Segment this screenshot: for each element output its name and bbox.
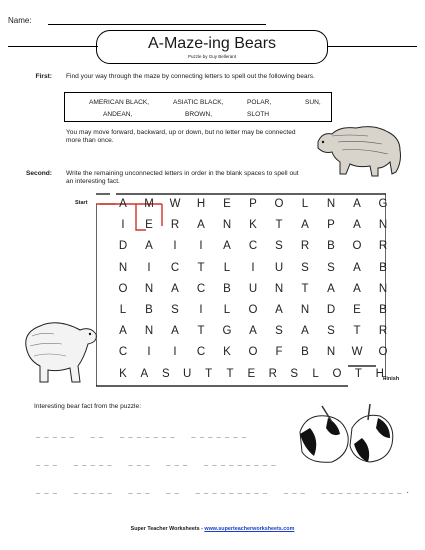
panda-illustration (292, 398, 398, 470)
fact-label: Interesting bear fact from the puzzle: (34, 403, 142, 410)
maze-letter: M (144, 198, 154, 210)
maze-letter: S (327, 325, 335, 338)
maze-letter: I (173, 346, 177, 359)
fact-blank-line-2[interactable]: _ _ _ _ _ _ _ _ _ _ _ _ _ _ _ _ _ _ _ _ _ _ _ (36, 460, 276, 468)
fact-blank-line-3[interactable]: _ _ _ _ _ _ _ _ _ _ _ _ _ _ _ _ _ _ _ _ _ _ _ _ _ _ _ _ _ _ _ _ _ _ _ . (36, 488, 410, 496)
title-rule-left (8, 46, 98, 47)
maze-letter: K (249, 219, 257, 232)
maze-letter: C (196, 346, 206, 359)
maze-letter: S (301, 261, 309, 274)
footer-prefix: Super Teacher Worksheets - (130, 526, 205, 532)
word-item: ASIATIC BLACK, (173, 99, 224, 106)
maze-letter: R (378, 240, 388, 253)
word-item: SUN, (305, 99, 321, 106)
maze-letter: P (327, 219, 335, 232)
maze-letter: N (144, 282, 154, 295)
fact-blank-line-1[interactable]: _ _ _ _ _ _ _ _ _ _ _ _ _ _ _ _ _ _ _ _ _ (36, 432, 247, 440)
maze-letter: C (196, 282, 206, 295)
maze-letter: D (118, 240, 128, 253)
maze-letter: I (147, 346, 151, 359)
maze-letter: A (223, 240, 231, 253)
maze-letter: A (301, 219, 309, 232)
maze-letter: H (375, 367, 384, 380)
maze-letter: R (378, 325, 388, 338)
maze-letter: N (378, 219, 388, 232)
maze-letter: S (275, 325, 283, 338)
maze-letter: I (121, 219, 125, 232)
maze-letter: O (248, 346, 258, 359)
name-label: Name: (8, 16, 32, 25)
first-label: First: (35, 73, 52, 80)
maze-letter: I (199, 240, 203, 253)
maze-letter: S (327, 261, 335, 274)
maze-letter: A (119, 198, 127, 210)
maze-letter: N (274, 282, 284, 295)
maze-letter: A (301, 325, 309, 338)
brown-bear-illustration (308, 118, 408, 180)
maze-letter: D (326, 304, 336, 316)
maze-rule-note: You may move forward, backward, up or down, but no letter may be connected more than once. (66, 129, 296, 145)
maze-letter: A (353, 261, 361, 274)
maze-letter: S (171, 304, 179, 316)
start-label: Start (75, 200, 88, 206)
maze-letter: A (145, 240, 153, 253)
maze-letter: A (119, 325, 127, 338)
maze-letter: O (332, 367, 342, 380)
word-item: ANDEAN, (103, 111, 133, 118)
maze-letter: L (301, 198, 309, 210)
maze-letter: B (327, 240, 335, 253)
footer (0, 526, 425, 532)
finish-label: Finish (383, 376, 400, 382)
maze-letter: W (351, 346, 363, 359)
maze-letter: T (354, 367, 362, 380)
maze-letter: S (161, 367, 170, 380)
maze-letter: A (353, 282, 361, 295)
maze-letter: A (171, 325, 179, 338)
maze-letter: K (223, 346, 231, 359)
maze-letter: O (352, 240, 362, 253)
footer-link[interactable]: www.superteacherworksheets.com (204, 526, 295, 532)
word-item: AMERICAN BLACK, (89, 99, 150, 106)
bear-word-list (64, 92, 332, 122)
maze-letter: S (290, 367, 299, 380)
maze-letter: W (169, 198, 181, 210)
maze-letter: A (171, 282, 179, 295)
maze-letter: B (379, 261, 387, 274)
maze-letter: N (326, 198, 336, 210)
maze-letter: K (119, 367, 127, 380)
maze-letter: L (223, 304, 231, 316)
maze-letter: E (247, 367, 256, 380)
maze-letter: U (248, 282, 258, 295)
maze-letter: B (301, 346, 309, 359)
maze-letter: T (301, 282, 309, 295)
maze-letter: E (353, 304, 361, 316)
maze-letter: I (173, 240, 177, 253)
maze-letter: I (147, 261, 151, 274)
maze-letter: C (248, 240, 258, 253)
maze-letter: T (353, 325, 361, 338)
maze-letter: T (197, 261, 205, 274)
maze-letter: N (300, 304, 310, 316)
maze-letter: L (119, 304, 127, 316)
word-item: BROWN, (185, 111, 213, 118)
maze-letter: R (300, 240, 310, 253)
first-instructions: Find your way through the maze by connecting letters to spell out the following bears. (66, 73, 315, 80)
maze-letter: P (249, 198, 257, 210)
name-line[interactable] (48, 24, 266, 25)
maze-letter: F (275, 346, 283, 359)
maze-letter: R (170, 219, 180, 232)
maze-letter: A (327, 282, 335, 295)
maze-letter: U (274, 261, 284, 274)
maze-letter: I (199, 304, 203, 316)
maze-letter: C (118, 346, 128, 359)
maze-letter: I (251, 261, 255, 274)
title-rule-right (327, 46, 417, 47)
maze-letter: A (275, 304, 283, 316)
maze-letter: U (183, 367, 192, 380)
maze-letter: G (222, 325, 232, 338)
maze-letter: S (275, 240, 283, 253)
maze-letter: A (197, 219, 205, 232)
polar-bear-illustration (18, 312, 100, 386)
maze-letter: G (378, 198, 388, 210)
maze-letter: L (223, 261, 231, 274)
maze-letter: A (353, 219, 361, 232)
page-title: A-Maze-ing Bears (147, 35, 277, 52)
maze-letter: A (140, 367, 149, 380)
maze-letter: O (248, 304, 258, 316)
maze-letter: B (379, 304, 387, 316)
maze-letter: A (353, 198, 361, 210)
page-subtitle: Puzzle by Guy Bellerant (187, 54, 237, 59)
second-label: Second: (25, 170, 52, 177)
maze-letter: T (275, 219, 283, 232)
maze-letter: C (170, 261, 180, 274)
maze-letter: N (144, 325, 154, 338)
maze-letter: B (223, 282, 231, 295)
second-instructions: Write the remaining unconnected letters in order in the blank spaces to spell out an interesting fact. (66, 170, 299, 186)
maze-letter: N (378, 282, 388, 295)
maze-letter: R (268, 367, 277, 380)
maze-letter: T (205, 367, 213, 380)
maze-letter: T (197, 325, 205, 338)
title-box (96, 30, 328, 64)
maze-letter: T (226, 367, 234, 380)
maze-letter: O (274, 198, 284, 210)
maze-letter: N (222, 219, 232, 232)
maze-letter: N (326, 346, 336, 359)
maze-letter: N (118, 261, 128, 274)
maze-letter: L (312, 367, 319, 380)
word-item: SLOTH (247, 111, 269, 118)
maze-letter: E (223, 198, 231, 210)
maze-letter: E (145, 219, 153, 232)
word-maze (96, 190, 386, 402)
maze-letter: A (249, 325, 257, 338)
maze-letter: B (145, 304, 153, 316)
maze-letter: O (118, 282, 128, 295)
maze-letter: O (378, 346, 388, 359)
maze-letter: H (196, 198, 206, 210)
word-item: POLAR, (247, 99, 272, 106)
